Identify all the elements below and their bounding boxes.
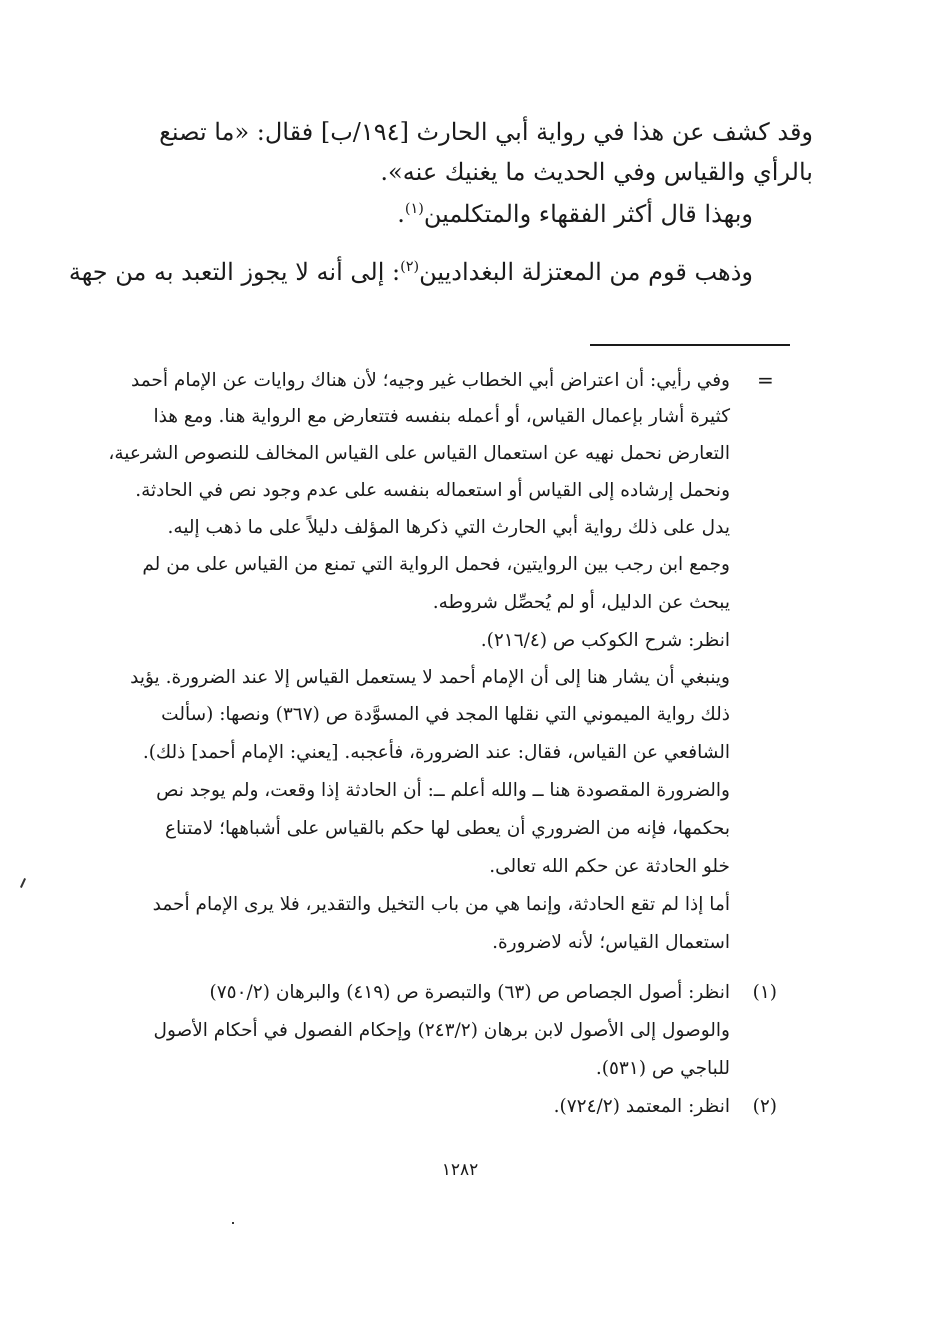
scan-speck — [20, 878, 26, 888]
commentary-line-13: بحكمها، فإنه من الضروري أن يعطى لها حكم بالقياس على أشباهها؛ لامتناع — [164, 818, 730, 839]
main-text-line-3 — [397, 200, 753, 228]
page-number: ١٢٨٢ — [441, 1160, 479, 1180]
main-text-line-1: وقد كشف عن هذا في رواية أبي الحارث [١٩٤/ب] فقال: «ما تصنع — [159, 118, 813, 146]
commentary-line-7: يبحث عن الدليل، أو لم يُحصِّل شروطه. — [432, 592, 730, 613]
continuation-mark: = — [757, 368, 774, 392]
commentary-line-16: استعمال القياس؛ لأنه لاضرورة. — [492, 932, 730, 953]
commentary-line-2: كثيرة أشار بإعمال القياس، أو أعمله بنفسه فتتعارض مع الرواية هنا. ومع هذا — [153, 406, 730, 427]
commentary-line-6: وجمع ابن رجب بين الروايتين، فحمل الرواية التي تمنع من القياس على من لم — [142, 554, 730, 575]
footnote-2-number: (٢) — [752, 1096, 777, 1117]
commentary-line-10: ذلك رواية الميموني التي نقلها المجد في المسوَّدة ص (٣٦٧) ونصها: (سألت — [161, 704, 730, 725]
footnote-1-line-1: انظر: أصول الجصاص ص (٦٣) والتبصرة ص (٤١٩) والبرهان (٧٥٠/٢) — [209, 982, 730, 1003]
main-text-line-4-body: وذهب قوم من المعتزلة البغداديين — [419, 258, 753, 286]
commentary-line-5: يدل على ذلك رواية أبي الحارث التي ذكرها المؤلف دليلاً على ما ذهب إليه. — [167, 517, 730, 538]
commentary-line-1: وفي رأيي: أن اعتراض أبي الخطاب غير وجيه؛ لأن هناك روايات عن الإمام أحمد — [131, 370, 730, 391]
commentary-line-11: الشافعي عن القياس، فقال: عند الضرورة، فأعجبه. [يعني: الإمام أحمد] ذلك). — [142, 742, 730, 763]
commentary-line-4: ونحمل إرشاده إلى القياس أو استعماله بنفسه على عدم وجود نص في الحادثة. — [135, 480, 730, 501]
main-text-line-3-body: وبهذا قال أكثر الفقهاء والمتكلمين — [423, 200, 753, 228]
commentary-line-8: انظر: شرح الكوكب ص (٢١٦/٤). — [480, 630, 730, 651]
footnote-1-line-3: للباجي ص (٥٣١). — [595, 1058, 730, 1079]
main-text-line-2: بالرأي والقياس وفي الحديث ما يغنيك عنه». — [380, 158, 813, 186]
commentary-line-12: والضرورة المقصودة هنا ــ والله أعلم ــ: أن الحادثة إذا وقعت، ولم يوجد نص — [156, 780, 730, 801]
commentary-line-14: خلو الحادثة عن حكم الله تعالى. — [489, 856, 730, 877]
commentary-line-3: التعارض نحمل نهيه عن استعمال القياس على القياس المخالف للنصوص الشرعية، — [108, 443, 730, 464]
footnote-1-line-2: والوصول إلى الأصول لابن برهان (٢٤٣/٢) وإحكام الفصول في أحكام الأصول — [153, 1020, 730, 1041]
scan-speck — [232, 1222, 234, 1224]
footnote-ref-1: (١) — [404, 201, 424, 217]
footnote-ref-2: (٢) — [400, 259, 420, 275]
main-text-line-4 — [69, 258, 753, 286]
commentary-line-15: أما إذا لم تقع الحادثة، وإنما هي من باب التخيل والتقدير، فلا يرى الإمام أحمد — [152, 894, 730, 915]
footnote-2-line-1: انظر: المعتمد (٧٢٤/٢). — [553, 1096, 730, 1117]
footnote-1-number: (١) — [752, 982, 777, 1003]
main-text-line-4-tail: : إلى أنه لا يجوز التعبد به من جهة — [68, 258, 401, 286]
commentary-line-9: وينبغي أن يشار هنا إلى أن الإمام أحمد لا يستعمل القياس إلا عند الضرورة. يؤيد — [130, 667, 730, 688]
footnote-separator — [590, 344, 790, 346]
main-text-line-3-tail: . — [397, 200, 405, 228]
